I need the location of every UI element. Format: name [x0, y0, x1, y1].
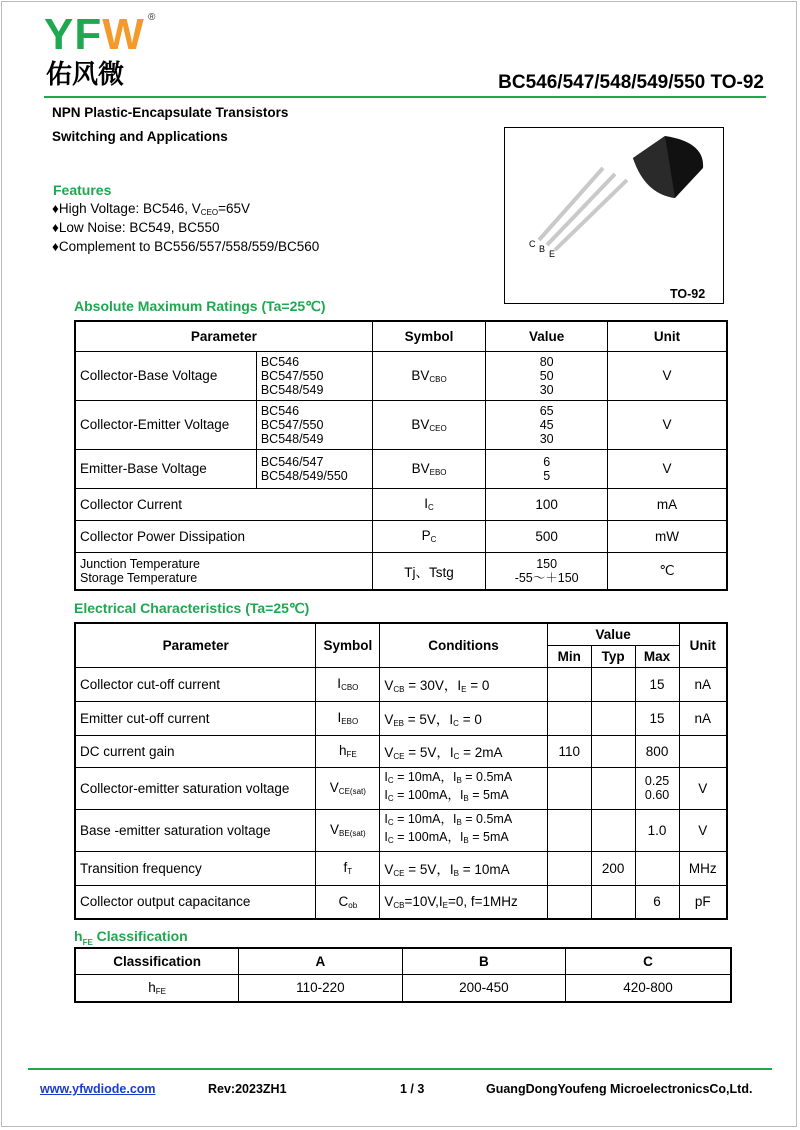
max-cell	[635, 851, 679, 885]
unit-cell: mA	[607, 488, 727, 520]
footer-rule	[28, 1068, 772, 1070]
col-b: B	[402, 948, 565, 974]
col-typ: Typ	[591, 645, 635, 667]
value-cell: 420-800	[566, 974, 731, 1002]
col-unit: Unit	[607, 321, 727, 351]
header-rule	[44, 96, 766, 98]
param-cell: Collector-Emitter Voltage	[75, 400, 256, 449]
unit-cell	[679, 735, 727, 767]
unit-cell: mW	[607, 520, 727, 552]
col-symbol: Symbol	[372, 321, 486, 351]
logo-yf: YF	[44, 10, 103, 59]
min-cell	[547, 667, 591, 701]
value-cell: 150 -55～＋150	[486, 552, 608, 590]
abs-max-heading: Absolute Maximum Ratings (Ta=25℃)	[74, 298, 326, 314]
param-cell: Base -emitter saturation voltage	[75, 809, 316, 851]
page-number: 1 / 3	[400, 1082, 425, 1096]
min-cell	[547, 767, 591, 809]
param-cell: Collector cut-off current	[75, 667, 316, 701]
condition-cell: $I_C = 10mA$，$I_B = 0.5mA$ $I_C = 100mA$，$I_B = 5mA$	[380, 767, 547, 809]
typ-cell	[591, 885, 635, 919]
company-name: GuangDongYoufeng MicroelectronicsCo,Ltd.	[486, 1082, 753, 1096]
unit-cell: V	[607, 351, 727, 400]
col-c: C	[566, 948, 731, 974]
unit-cell: V	[679, 809, 727, 851]
typ-cell: 200	[591, 851, 635, 885]
value-cell: 100	[486, 488, 608, 520]
condition-cell: $V_{CE} = 5V$，$I_C = 2mA$	[380, 735, 547, 767]
revision-label: Rev:2023ZH1	[208, 1082, 287, 1096]
typ-cell	[591, 809, 635, 851]
max-cell: 15	[635, 667, 679, 701]
value-cell: 200-450	[402, 974, 565, 1002]
symbol-cell: $I_C$	[372, 488, 486, 520]
table-row	[75, 767, 727, 809]
hfe-table	[74, 947, 732, 1003]
to92-package-drawing	[505, 128, 723, 303]
table-row	[75, 667, 727, 701]
col-symbol: Symbol	[316, 623, 380, 667]
min-cell	[547, 809, 591, 851]
param-cell: DC current gain	[75, 735, 316, 767]
unit-cell: ℃	[607, 552, 727, 590]
max-cell: 15	[635, 701, 679, 735]
param-cell: Emitter-Base Voltage	[75, 449, 256, 488]
table-row	[75, 885, 727, 919]
feature-item-2: ♦Low Noise: BC549, BC550	[52, 220, 220, 235]
min-cell	[547, 851, 591, 885]
col-unit: Unit	[679, 623, 727, 667]
value-cell: 110-220	[239, 974, 402, 1002]
max-cell: 800	[635, 735, 679, 767]
pin-label-e: E	[549, 249, 556, 259]
condition-cell: $V_{CB}=10V,I_E=0$, f=1MHz	[380, 885, 547, 919]
value-cell: 500	[486, 520, 608, 552]
feature-item-3: ♦Complement to BC556/557/558/559/BC560	[52, 239, 320, 254]
device-cell: BC546 BC547/550 BC548/549	[256, 400, 372, 449]
abs-max-table	[74, 320, 728, 591]
table-row	[75, 851, 727, 885]
symbol-cell: $I_{CBO}$	[316, 667, 380, 701]
hfe-label-cell: $h_{FE}$	[75, 974, 239, 1002]
table-row	[75, 701, 727, 735]
symbol-cell: $h_{FE}$	[316, 735, 380, 767]
param-cell: Collector-emitter saturation voltage	[75, 767, 316, 809]
unit-cell: nA	[679, 701, 727, 735]
symbol-cell: $V_{BE(sat)}$	[316, 809, 380, 851]
table-header-row	[75, 321, 727, 351]
param-cell: Transition frequency	[75, 851, 316, 885]
table-row	[75, 449, 727, 488]
table-header-row	[75, 623, 727, 645]
unit-cell: MHz	[679, 851, 727, 885]
col-conditions: Conditions	[380, 623, 547, 667]
param-cell: Junction Temperature Storage Temperature	[75, 552, 372, 590]
unit-cell: pF	[679, 885, 727, 919]
symbol-cell: $BV_{CBO}$	[372, 351, 486, 400]
symbol-cell: $C_{ob}$	[316, 885, 380, 919]
package-image-box	[504, 127, 724, 304]
typ-cell	[591, 735, 635, 767]
elec-table	[74, 622, 728, 920]
device-cell: BC546 BC547/550 BC548/549	[256, 351, 372, 400]
registered-mark: ®	[148, 12, 156, 23]
hfe-heading: $h_{FE}$ Classification	[74, 928, 188, 947]
table-row	[75, 400, 727, 449]
param-cell: Collector output capacitance	[75, 885, 316, 919]
features-heading: Features	[53, 182, 112, 198]
lead-b	[547, 174, 615, 245]
max-cell: 0.25 0.60	[635, 767, 679, 809]
typ-cell	[591, 667, 635, 701]
package-label: TO-92	[670, 287, 706, 301]
col-a: A	[239, 948, 402, 974]
col-min: Min	[547, 645, 591, 667]
param-cell: Emitter cut-off current	[75, 701, 316, 735]
unit-cell: V	[679, 767, 727, 809]
pin-label-b: B	[539, 244, 546, 254]
max-cell: 1.0	[635, 809, 679, 851]
device-cell: BC546/547 BC548/549/550	[256, 449, 372, 488]
symbol-cell: $V_{CE(sat)}$	[316, 767, 380, 809]
min-cell: 110	[547, 735, 591, 767]
logo-chinese-name: 佑风微	[46, 60, 125, 90]
company-logo	[44, 10, 145, 60]
condition-cell: $I_C = 10mA$，$I_B = 0.5mA$ $I_C = 100mA$，$I_B = 5mA$	[380, 809, 547, 851]
table-row	[75, 520, 727, 552]
max-cell: 6	[635, 885, 679, 919]
table-row	[75, 552, 727, 590]
unit-cell: V	[607, 400, 727, 449]
value-cell: 80 50 30	[486, 351, 608, 400]
website-link[interactable]: www.yfwdiode.com	[40, 1082, 156, 1096]
unit-cell: nA	[679, 667, 727, 701]
col-value: Value	[547, 623, 679, 645]
symbol-cell: Tj、Tstg	[372, 552, 486, 590]
min-cell	[547, 701, 591, 735]
symbol-cell: $BV_{CEO}$	[372, 400, 486, 449]
elec-heading: Electrical Characteristics (Ta=25℃)	[74, 600, 310, 616]
param-cell: Collector Current	[75, 488, 372, 520]
condition-cell: $V_{CB} = 30V$，$I_E = 0$	[380, 667, 547, 701]
symbol-cell: $BV_{EBO}$	[372, 449, 486, 488]
typ-cell	[591, 767, 635, 809]
param-cell: Collector Power Dissipation	[75, 520, 372, 552]
col-value: Value	[486, 321, 608, 351]
lead-e	[555, 180, 627, 250]
value-cell: 6 5	[486, 449, 608, 488]
col-parameter: Parameter	[75, 321, 372, 351]
symbol-cell: $f_T$	[316, 851, 380, 885]
pin-label-c: C	[529, 239, 536, 249]
unit-cell: V	[607, 449, 727, 488]
table-row	[75, 735, 727, 767]
param-cell: Collector-Base Voltage	[75, 351, 256, 400]
symbol-cell: $I_{EBO}$	[316, 701, 380, 735]
condition-cell: $V_{CE} = 5V$，$I_B = 10mA$	[380, 851, 547, 885]
intro-line-2: Switching and Applications	[52, 129, 228, 144]
typ-cell	[591, 701, 635, 735]
table-row	[75, 974, 731, 1002]
logo-w: W	[102, 10, 145, 59]
table-row	[75, 488, 727, 520]
symbol-cell: $P_C$	[372, 520, 486, 552]
table-header-row	[75, 948, 731, 974]
document-title: BC546/547/548/549/550 TO-92	[498, 72, 764, 93]
table-row	[75, 351, 727, 400]
col-classification: Classification	[75, 948, 239, 974]
min-cell	[547, 885, 591, 919]
lead-c	[539, 168, 603, 240]
value-cell: 65 45 30	[486, 400, 608, 449]
col-max: Max	[635, 645, 679, 667]
table-row	[75, 809, 727, 851]
feature-item-1: ♦High Voltage: BC546, $V_{CEO}=65V$	[52, 201, 250, 217]
condition-cell: $V_{EB} = 5V$，$I_C = 0$	[380, 701, 547, 735]
col-parameter: Parameter	[75, 623, 316, 667]
intro-line-1: NPN Plastic-Encapsulate Transistors	[52, 105, 289, 120]
